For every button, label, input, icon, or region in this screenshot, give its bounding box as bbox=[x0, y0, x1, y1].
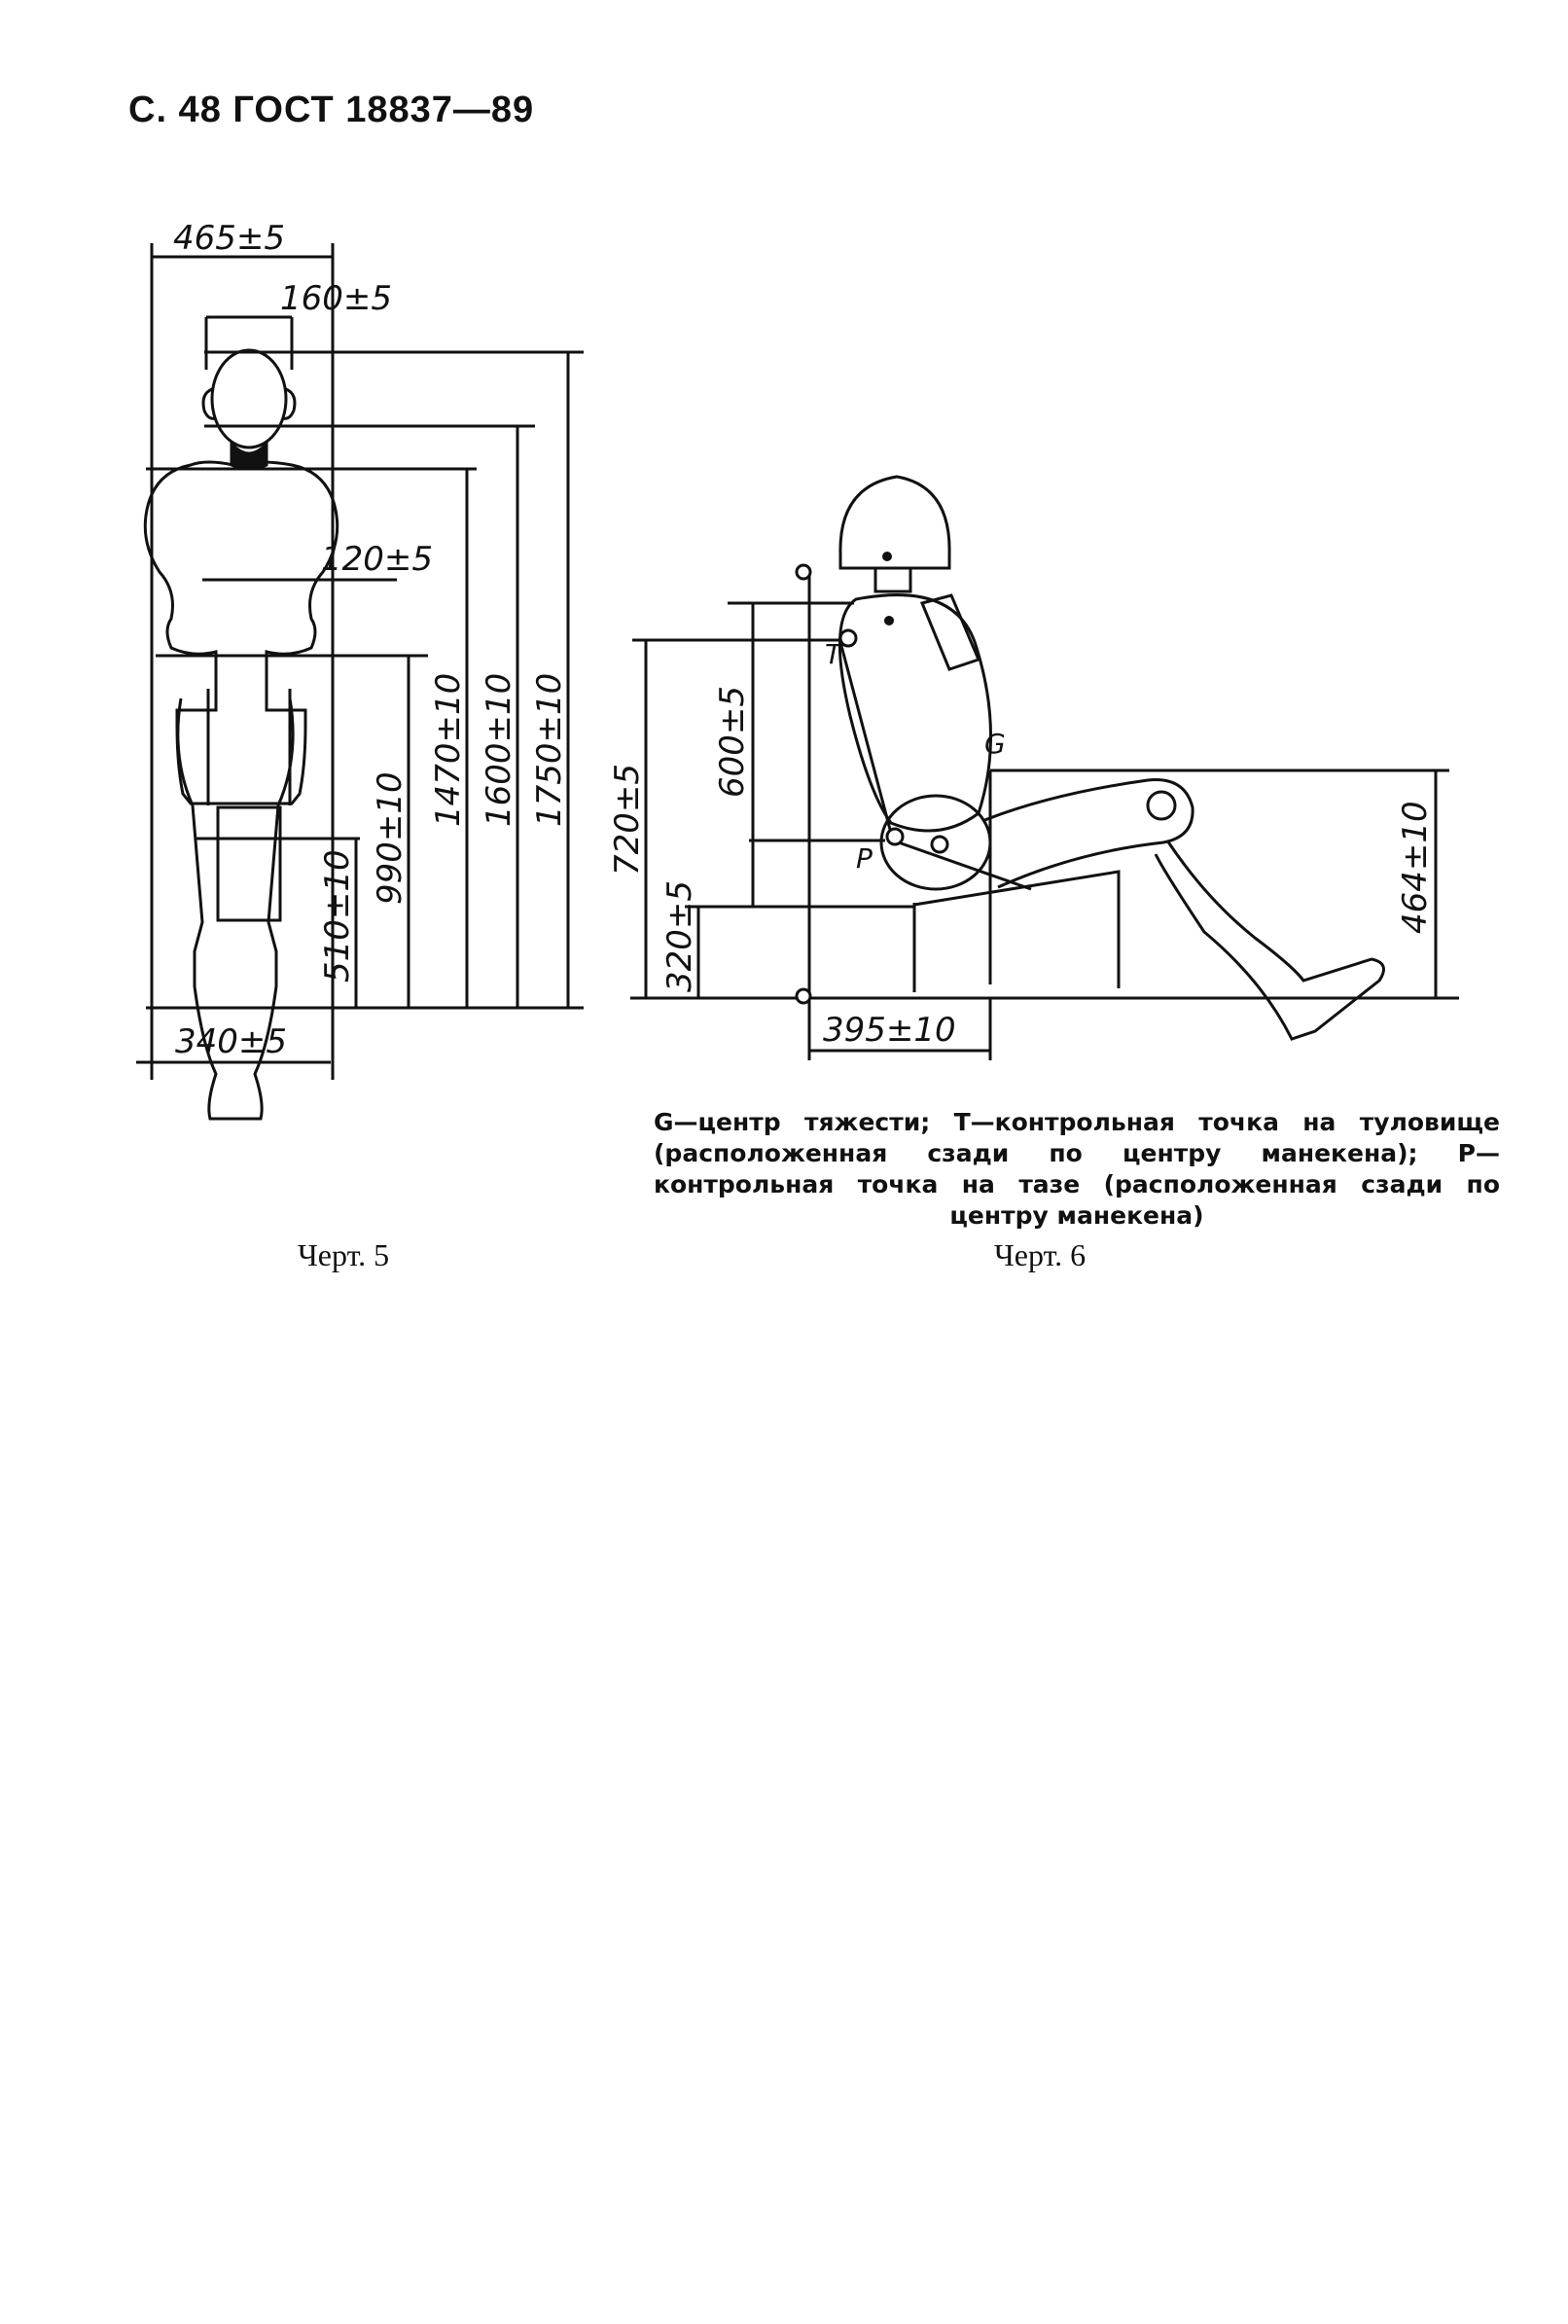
point-T-marker bbox=[840, 630, 856, 646]
label-T: T bbox=[825, 638, 842, 670]
reference-point-marker bbox=[797, 565, 810, 579]
dim-120: 120±5 bbox=[321, 540, 434, 579]
floor-point-marker bbox=[797, 989, 810, 1003]
dim-1750: 1750±10 bbox=[530, 672, 569, 827]
label-G: G bbox=[984, 728, 1006, 760]
figure6-mannequin bbox=[630, 477, 1459, 1060]
hip-joint-marker bbox=[932, 837, 947, 852]
head-dot-marker bbox=[882, 552, 892, 561]
figure6-caption: G—центр тяжести; T—контрольная точка на туловище (расположенная сзади по центру манекена); P—контрольная точка на тазе (расположенная сзади по центру манекена) bbox=[654, 1108, 1500, 1230]
dim-340: 340±5 bbox=[175, 1022, 288, 1061]
dim-320: 320±5 bbox=[660, 879, 699, 992]
dim-1470: 1470±10 bbox=[429, 672, 468, 827]
dim-510: 510±10 bbox=[318, 849, 357, 983]
page-title: С. 48 ГОСТ 18837—89 bbox=[128, 89, 535, 130]
label-P: P bbox=[856, 842, 873, 875]
figure5-label: Черт. 5 bbox=[298, 1237, 390, 1272]
dim-600: 600±5 bbox=[713, 685, 752, 798]
dim-990: 990±10 bbox=[371, 771, 410, 905]
point-P-marker bbox=[887, 829, 903, 844]
dim-395: 395±10 bbox=[823, 1011, 956, 1050]
dim-464: 464±10 bbox=[1396, 801, 1435, 934]
dim-160: 160±5 bbox=[280, 279, 393, 318]
dim-1600: 1600±10 bbox=[480, 672, 518, 827]
chest-dot-marker bbox=[884, 616, 894, 626]
dim-720: 720±5 bbox=[608, 763, 647, 876]
figure6-label: Черт. 6 bbox=[994, 1237, 1087, 1272]
dim-465: 465±5 bbox=[173, 219, 286, 258]
